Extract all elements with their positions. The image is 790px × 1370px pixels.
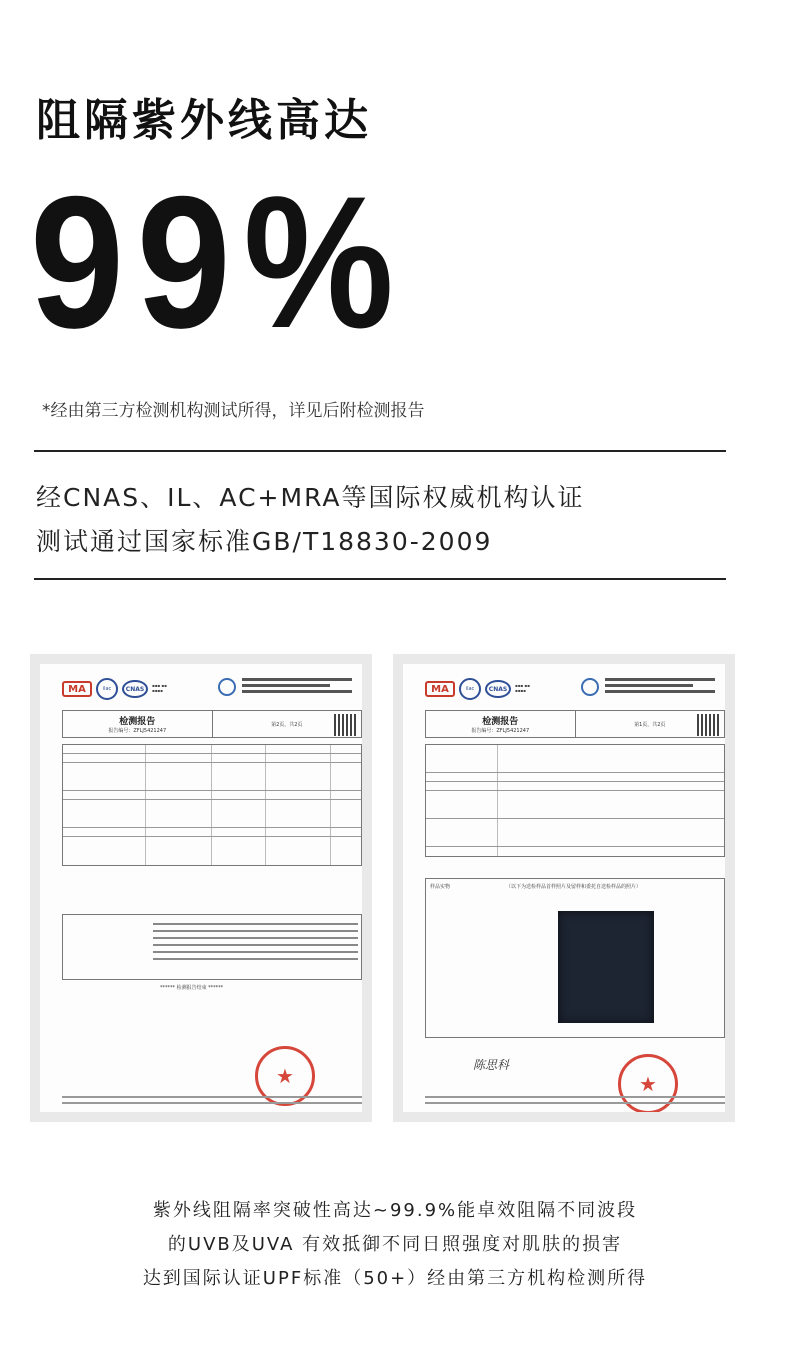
ma-logo: MA [425,681,455,697]
fabric-sample-photo [558,911,654,1023]
sample-label: 样品实物 [430,884,451,890]
signature: 陈思科 [473,1058,510,1072]
caption-line-1: 紫外线阻隔率突破性高达~99.9%能卓效阻隔不同波段 [152,1200,638,1221]
report-footer [425,1092,725,1104]
test-report-page-1 [393,654,735,1122]
ilac-logo: ilac [459,678,481,700]
ilac-logo: ilac [96,678,118,700]
certification-line-1: 经CNAS、IL、AC+MRA等国际权威机构认证 [36,483,585,512]
caption-line-2: 的UVB及UVA 有效抵御不同日照强度对肌肤的损害 [167,1234,623,1255]
official-seal: ★ [255,1046,315,1106]
big-percentage: 99% [30,157,407,367]
divider-bottom [34,578,726,580]
cnas-logo: CNAS [122,680,148,698]
qr-code [334,714,356,736]
report-title: 检测报告 [119,717,156,727]
report-header-box [62,710,362,738]
qr-code [697,714,719,736]
test-report-page-2 [30,654,372,1122]
lab-logo [581,678,599,696]
report-number: 报告编号：ZFLJ5421247 [471,728,530,734]
cnas-text-mark: ▪▪▪ ▪▪ ▪▪▪▪ [152,683,167,693]
official-seal: ★ [618,1054,678,1112]
lab-name-block [605,678,715,696]
report-sheet [403,664,725,1112]
report-page: 第2页，共2页 [271,721,303,728]
certification-line-2: 测试通过国家标准GB/T18830-2009 [36,527,493,556]
cnas-logo: CNAS [485,680,511,698]
report-title: 检测报告 [482,717,519,727]
lab-logo [218,678,236,696]
accreditation-logos [62,678,174,700]
footnote: *经由第三方检测机构测试所得，详见后附检测报告 [42,401,425,421]
accreditation-logos [425,678,537,700]
caption-line-3: 达到国际认证UPF标准（50+）经由第三方机构检测所得 [142,1268,648,1289]
report-header-box [425,710,725,738]
sample-caption: （以下为送检样品首样照片及留样和委托自送检样品的照片） [506,884,642,890]
results-table [62,744,362,866]
report-footer [62,1092,362,1104]
sample-info-table [425,744,725,857]
ma-logo: MA [62,681,92,697]
report-number: 报告编号：ZFLJ5421247 [108,728,167,734]
divider-top [34,450,726,452]
cnas-text-mark: ▪▪▪ ▪▪ ▪▪▪▪ [515,683,530,693]
report-end-mark: ****** 检测报告结束 ****** [160,985,224,991]
report-sheet [40,664,362,1112]
headline: 阻隔紫外线高达 [36,95,372,146]
report-page: 第1页，共2页 [634,721,666,728]
lab-name-block [242,678,352,696]
sample-photo-box [425,878,725,1038]
notes-box [62,914,362,980]
